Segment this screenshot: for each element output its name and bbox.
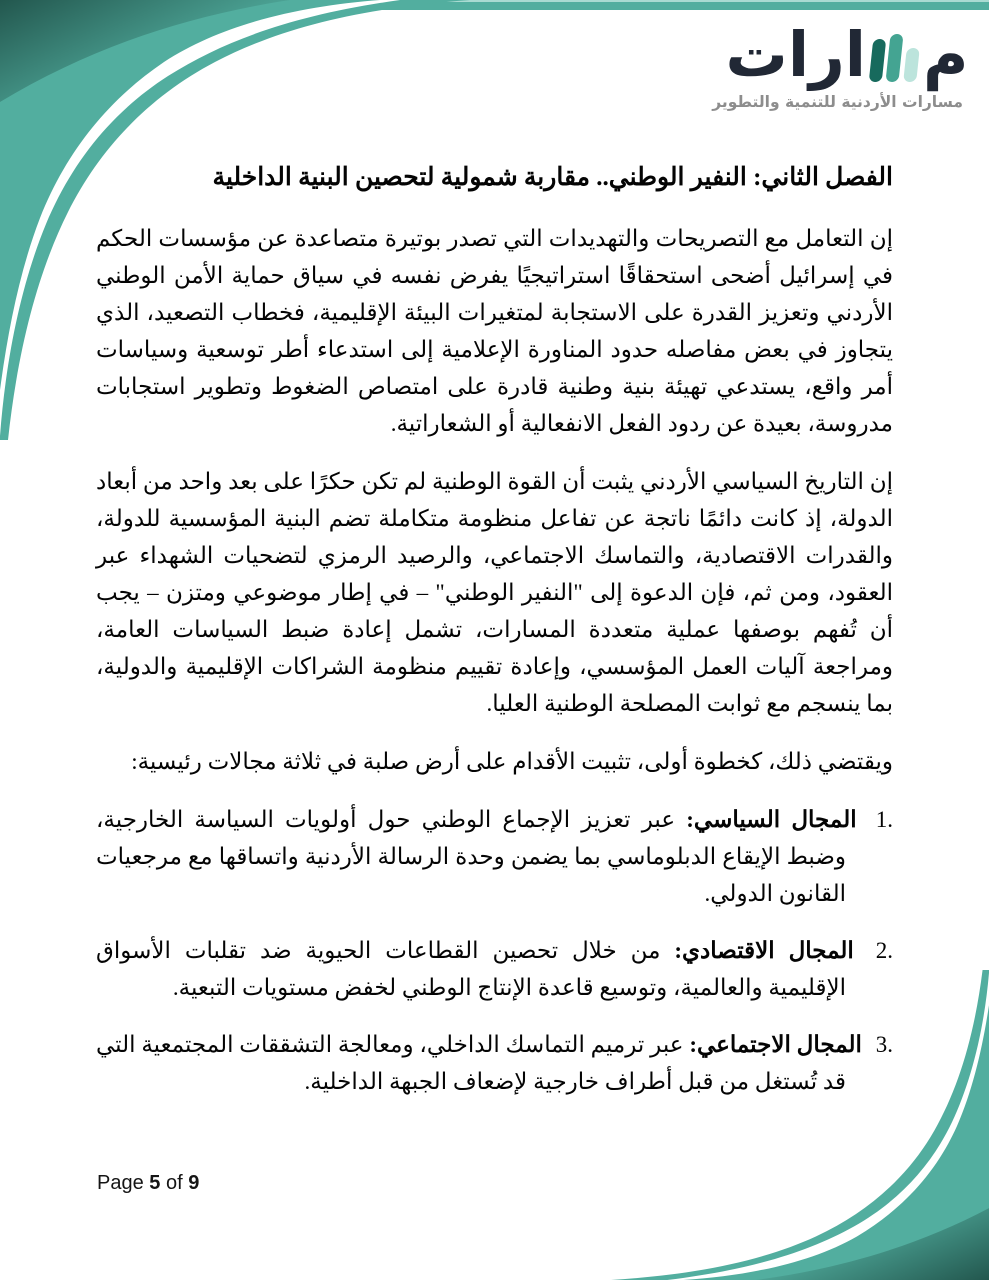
list-label-economic: المجال الاقتصادي: — [674, 938, 854, 963]
chapter-title: الفصل الثاني: النفير الوطني.. مقاربة شمولية لتحصين البنية الداخلية — [212, 164, 893, 191]
domains-list — [96, 801, 893, 1100]
paragraph-2: إن التاريخ السياسي الأردني يثبت أن القوة الوطنية لم تكن حكرًا على بعد واحد من أبعاد الدولة، إذ كانت دائمًا ناتجة عن تفاعل منظومة متكاملة تضم البنية المؤسسية للدولة، والقدرات الاقتصادية، والتماسك الاجتماعي، والرصيد الرمزي لتضحيات الشهداء عبر العقود، ومن ثم، فإن الدعوة إلى "النفير الوطني" – في إطار موضوعي ومتزن – يجب أن تُفهم بوصفها عملية متعددة المسارات، تشمل إعادة ضبط السياسات العامة، ومراجعة آليات العمل المؤسسي، وإعادة تقييم منظومة الشراكات الإقليمية والدولية، بما ينسجم مع ثوابت المصلحة الوطنية العليا. — [96, 469, 893, 716]
list-item-social — [96, 1026, 893, 1100]
paragraph-3: ويقتضي ذلك، كخطوة أولى، تثبيت الأقدام على أرض صلبة في ثلاثة مجالات رئيسية: — [131, 749, 893, 774]
page-footer — [97, 1172, 199, 1195]
list-number-1: 1. — [875, 807, 894, 832]
list-text-social: عبر ترميم التماسك الداخلي، ومعالجة التشققات المجتمعية التي قد تُستغل من قبل أطراف خارجية لإضعاف الجبهة الداخلية. — [96, 1032, 846, 1094]
list-item-political — [96, 801, 893, 912]
footer-total-pages: 9 — [188, 1172, 200, 1194]
list-label-political: المجال السياسي: — [686, 807, 857, 832]
list-number-3: 3. — [875, 1032, 894, 1057]
logo-tagline: مسارات الأردنية للتنمية والتطوير — [712, 93, 963, 111]
list-text-political: عبر تعزيز الإجماع الوطني حول أولويات السياسة الخارجية، وضبط الإيقاع الدبلوماسي بما يضمن وحدة الرسالة الأردنية واتساقها مع مرجعيات القانون الدولي. — [96, 807, 846, 906]
list-number-2: 2. — [875, 938, 893, 963]
list-label-social: المجال الاجتماعي: — [689, 1032, 862, 1057]
footer-of-word: of — [165, 1172, 183, 1194]
wordmark-rest: ارات — [725, 18, 867, 91]
list-item-economic — [96, 932, 893, 1006]
list-text-economic: من خلال تحصين القطاعات الحيوية ضد تقلبات الأسواق الإقليمية والعالمية، وتوسيع قاعدة الإنتاج الوطني لخفض مستويات التبعية. — [96, 938, 846, 1000]
paragraph-1: إن التعامل مع التصريحات والتهديدات التي تصدر بوتيرة متصاعدة عن مؤسسات الحكم في إسرائيل أضحى استحقاقًا استراتيجيًا يفرض نفسه في سياق حماية الأمن الوطني الأردني وتعزيز القدرة على الاستجابة لمتغيرات البيئة الإقليمية، فخطاب التصعيد، الذي يتجاوز في بعض مفاصله حدود المناورة الإعلامية إلى استدعاء أطر توسعية وسياسات أمر واقع، يستدعي تهيئة بنية وطنية قادرة على امتصاص الضغوط وتطوير استجابات مدروسة، بعيدة عن ردود الفعل الانفعالية أو الشعاراتية. — [96, 226, 893, 436]
footer-page-number: 5 — [149, 1172, 161, 1194]
footer-page-word: Page — [97, 1172, 144, 1194]
wordmark-meem: م — [923, 18, 969, 91]
